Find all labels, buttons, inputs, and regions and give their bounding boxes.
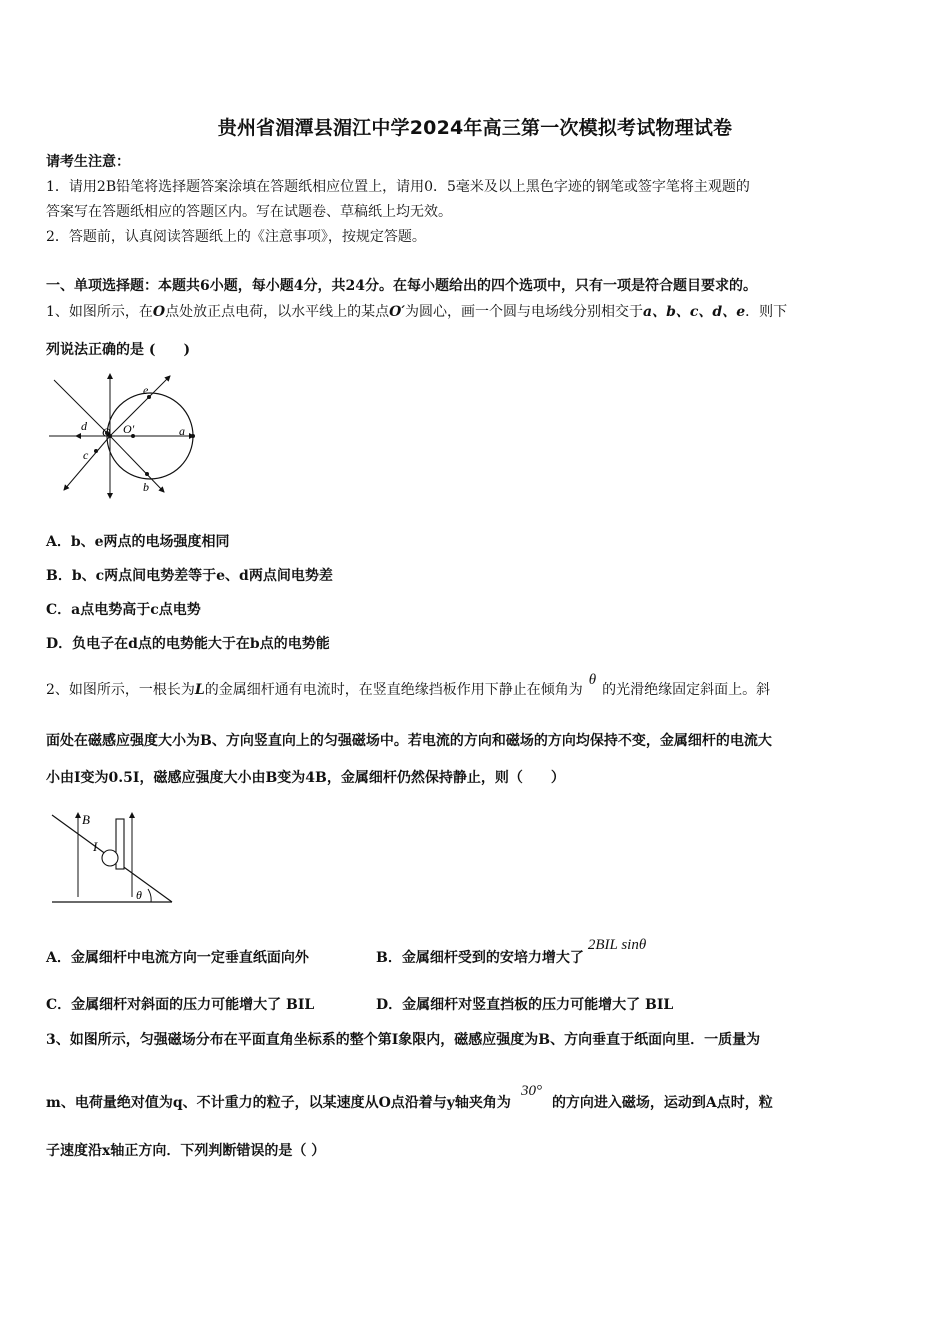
question-2-option-b: B．金属细杆受到的安培力增大了2BIL sinθ [376, 937, 647, 966]
question-1-option-b: B．b、c两点间电势差等于e、d两点间电势差 [46, 568, 333, 584]
section-1-heading: 一、单项选择题：本题共6小题，每小题4分，共24分。在每小题给出的四个选项中，只有一项是符合题目要求的。 [46, 278, 757, 294]
notice-item-1-line-2: 答案写在答题纸相应的答题区内。写在试题卷、草稿纸上均无效。 [46, 204, 452, 220]
q2-fig-label-B: B [82, 812, 90, 827]
question-2-option-c: C．金属细杆对斜面的压力可能增大了 BIL [46, 997, 315, 1013]
notice-item-1-line-1: 1．请用2B铅笔将选择题答案涂填在答题纸相应位置上，请用0．5毫米及以上黑色字迹的钢笔或签字笔将主观题的 [46, 179, 750, 195]
q1-fig-label-e: e [143, 383, 149, 397]
question-2-figure [48, 805, 178, 910]
q1-fig-label-c: c [83, 448, 89, 462]
question-2-option-d: D．金属细杆对竖直挡板的压力可能增大了 BIL [376, 997, 674, 1013]
q2-fig-label-I: I [93, 839, 98, 854]
question-1-option-a: A．b、e两点的电场强度相同 [46, 534, 230, 550]
question-3-stem-line-2: m、电荷量绝对值为q、不计重力的粒子，以某速度从O点沿着与y轴夹角为30°的方向进入磁场，运动到A点时，粒 [46, 1083, 773, 1111]
q1-fig-label-O: O [102, 425, 111, 439]
q2-fig-label-theta: θ [136, 888, 142, 902]
option-b-formula: 2BIL sinθ [587, 937, 647, 953]
question-1-figure [44, 370, 204, 500]
question-1-stem-line-1: 1、如图所示，在O点处放正点电荷，以水平线上的某点O′为圆心，画一个圆与电场线分别相交于a、b、c、d、e．则下 [46, 304, 788, 320]
theta-symbol: θ [588, 672, 597, 688]
q1-fig-label-Oprime: O′ [123, 422, 135, 436]
question-2-stem-line-1: 2、如图所示，一根长为L的金属细杆通有电流时，在竖直绝缘挡板作用下静止在倾角为θ的光滑绝缘固定斜面上。斜 [46, 672, 771, 698]
question-2-option-a: A．金属细杆中电流方向一定垂直纸面向外 [46, 950, 309, 966]
question-1-option-d: D．负电子在d点的电势能大于在b点的电势能 [46, 636, 330, 652]
question-3-stem-line-3: 子速度沿x轴正方向．下列判断错误的是（ ） [46, 1143, 326, 1159]
q1-fig-label-a: a [179, 424, 185, 438]
q1-fig-label-b: b [143, 480, 149, 494]
question-1-option-c: C．a点电势高于c点电势 [46, 602, 201, 618]
question-2-stem-line-2: 面处在磁感应强度大小为B、方向竖直向上的匀强磁场中。若电流的方向和磁场的方向均保持不变，金属细杆的电流大 [46, 733, 772, 749]
question-1-stem-line-2: 列说法正确的是 ( ) [46, 342, 191, 358]
question-3-stem-line-1: 3、如图所示，匀强磁场分布在平面直角坐标系的整个第Ⅰ象限内，磁感应强度为B、方向垂直于纸面向里．一质量为 [46, 1032, 761, 1048]
notice-heading: 请考生注意： [46, 154, 130, 170]
angle-30-degrees: 30° [520, 1083, 542, 1099]
page-title: 贵州省湄潭县湄江中学2024年高三第一次模拟考试物理试卷 [217, 117, 733, 139]
question-2-stem-line-3: 小由I变为0.5I，磁感应强度大小由B变为4B，金属细杆仍然保持静止，则（ ） [46, 770, 565, 786]
notice-item-2: 2．答题前，认真阅读答题纸上的《注意事项》，按规定答题。 [46, 229, 426, 245]
q1-fig-label-d: d [81, 419, 87, 433]
